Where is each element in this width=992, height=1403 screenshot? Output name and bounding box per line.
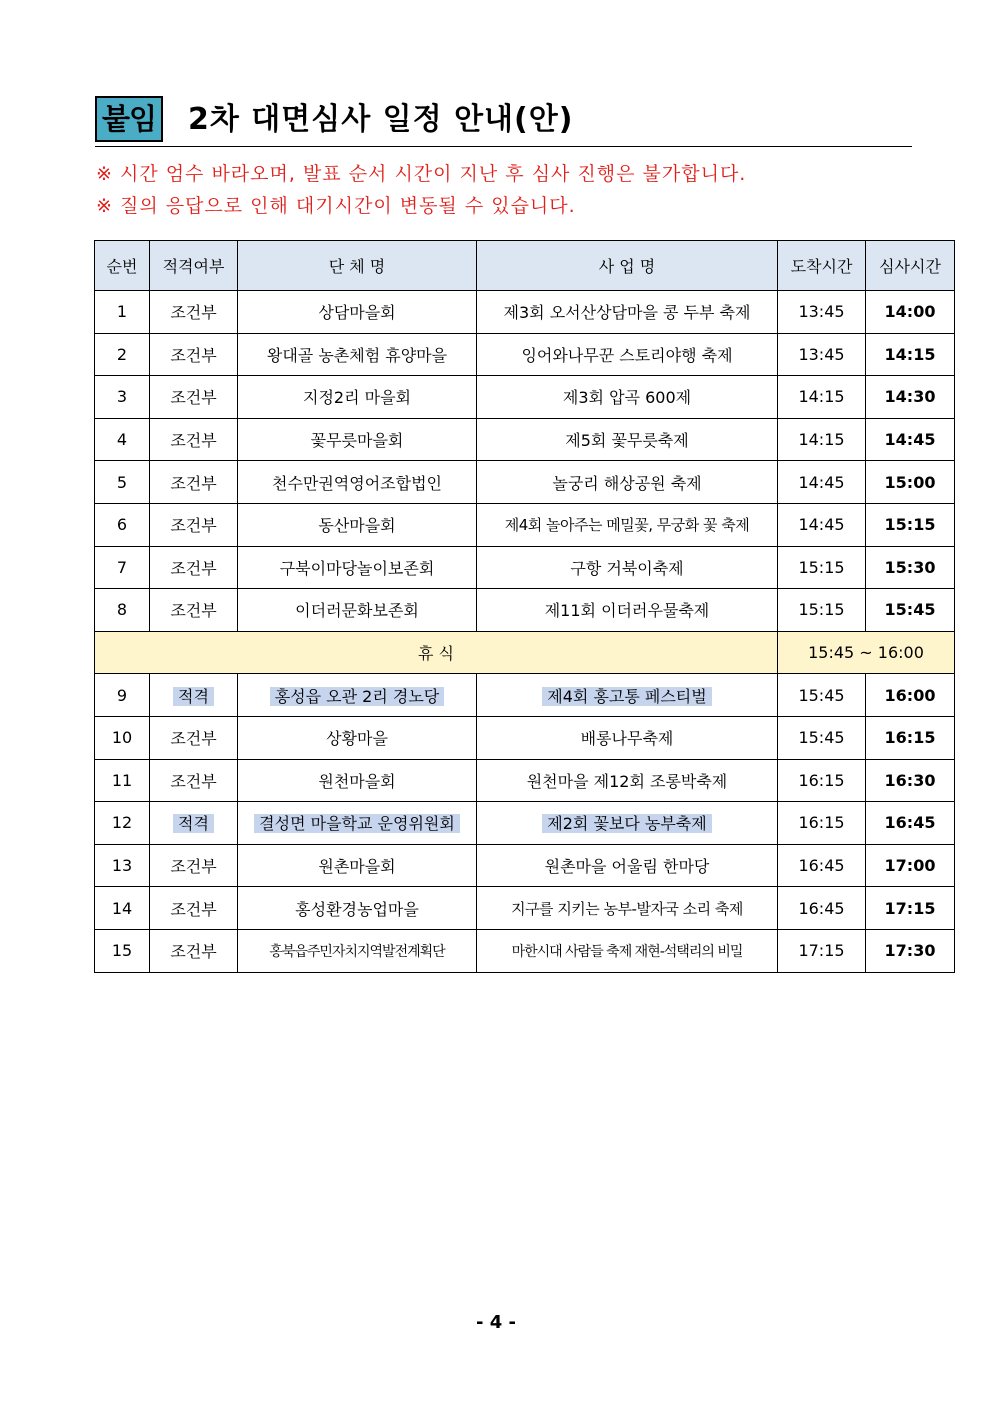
cell-no: 11 <box>95 759 150 802</box>
table-row <box>95 929 955 972</box>
break-row <box>95 631 955 674</box>
cell-arrival-time: 16:45 <box>778 887 866 930</box>
cell-qualification <box>150 802 238 845</box>
cell-arrival-time: 17:15 <box>778 929 866 972</box>
table-row <box>95 887 955 930</box>
cell-review-time: 14:30 <box>866 376 955 419</box>
cell-organization: 천수만권역영어조합법인 <box>238 461 477 504</box>
highlighted-text: 적격 <box>173 814 214 833</box>
cell-qualification: 조건부 <box>150 503 238 546</box>
header-qualification: 적격여부 <box>150 241 238 291</box>
cell-project: 원천마을 제12회 조롱박축제 <box>477 759 778 802</box>
header-project: 사 업 명 <box>477 241 778 291</box>
attachment-badge: 붙임 <box>95 96 163 142</box>
cell-no: 9 <box>95 674 150 717</box>
cell-project: 구항 거북이축제 <box>477 546 778 589</box>
cell-arrival-time: 14:15 <box>778 418 866 461</box>
cell-qualification: 조건부 <box>150 546 238 589</box>
cell-qualification: 조건부 <box>150 291 238 334</box>
cell-no: 13 <box>95 844 150 887</box>
table-row <box>95 802 955 845</box>
cell-review-time: 17:30 <box>866 929 955 972</box>
cell-organization: 왕대골 농촌체험 휴양마을 <box>238 333 477 376</box>
cell-no: 15 <box>95 929 150 972</box>
cell-organization: 상황마을 <box>238 716 477 759</box>
table-row <box>95 546 955 589</box>
cell-organization: 지정2리 마을회 <box>238 376 477 419</box>
cell-no: 5 <box>95 461 150 504</box>
notice-line-2: ※ 질의 응답으로 인해 대기시간이 변동될 수 있습니다. <box>96 195 576 217</box>
cell-review-time: 14:15 <box>866 333 955 376</box>
notice-line-1: ※ 시간 엄수 바라오며, 발표 순서 시간이 지난 후 심사 진행은 불가합니다. <box>96 163 747 185</box>
cell-project: 제11회 이더러우물축제 <box>477 589 778 632</box>
cell-qualification: 조건부 <box>150 887 238 930</box>
cell-qualification: 조건부 <box>150 844 238 887</box>
header-organization: 단 체 명 <box>238 241 477 291</box>
cell-review-time: 16:15 <box>866 716 955 759</box>
cell-arrival-time: 15:15 <box>778 589 866 632</box>
table-row <box>95 589 955 632</box>
header-arrival-time: 도착시간 <box>778 241 866 291</box>
cell-project: 제3회 오서산상담마을 콩 두부 축제 <box>477 291 778 334</box>
cell-arrival-time: 13:45 <box>778 291 866 334</box>
cell-arrival-time: 13:45 <box>778 333 866 376</box>
cell-project <box>477 802 778 845</box>
cell-review-time: 14:45 <box>866 418 955 461</box>
table-row <box>95 418 955 461</box>
cell-organization: 원촌마을회 <box>238 844 477 887</box>
cell-organization: 꽃무릇마을회 <box>238 418 477 461</box>
cell-no: 4 <box>95 418 150 461</box>
cell-organization: 이더러문화보존회 <box>238 589 477 632</box>
cell-qualification: 조건부 <box>150 376 238 419</box>
cell-project: 제4회 놀아주는 메밀꽃, 무궁화 꽃 축제 <box>477 503 778 546</box>
cell-review-time: 17:00 <box>866 844 955 887</box>
cell-review-time: 15:15 <box>866 503 955 546</box>
cell-qualification <box>150 674 238 717</box>
cell-arrival-time: 14:45 <box>778 503 866 546</box>
table-row <box>95 461 955 504</box>
cell-qualification: 조건부 <box>150 759 238 802</box>
cell-review-time: 14:00 <box>866 291 955 334</box>
cell-review-time: 16:00 <box>866 674 955 717</box>
cell-review-time: 17:15 <box>866 887 955 930</box>
break-label: 휴 식 <box>95 631 778 674</box>
cell-review-time: 16:45 <box>866 802 955 845</box>
cell-organization: 동산마을회 <box>238 503 477 546</box>
cell-no: 14 <box>95 887 150 930</box>
highlighted-text: 제4회 홍고통 페스티벌 <box>542 687 711 706</box>
cell-project <box>477 674 778 717</box>
cell-no: 8 <box>95 589 150 632</box>
cell-organization: 상담마을회 <box>238 291 477 334</box>
cell-no: 6 <box>95 503 150 546</box>
cell-arrival-time: 16:15 <box>778 759 866 802</box>
table-row <box>95 376 955 419</box>
cell-no: 2 <box>95 333 150 376</box>
cell-organization: 원천마을회 <box>238 759 477 802</box>
schedule-table <box>94 240 955 973</box>
table-row <box>95 759 955 802</box>
cell-arrival-time: 14:15 <box>778 376 866 419</box>
cell-organization: 구북이마당놀이보존회 <box>238 546 477 589</box>
cell-no: 10 <box>95 716 150 759</box>
cell-project: 제5회 꽃무릇축제 <box>477 418 778 461</box>
cell-qualification: 조건부 <box>150 589 238 632</box>
cell-arrival-time: 16:45 <box>778 844 866 887</box>
cell-arrival-time: 16:15 <box>778 802 866 845</box>
table-row <box>95 716 955 759</box>
table-row <box>95 844 955 887</box>
cell-project: 배롱나무축제 <box>477 716 778 759</box>
document-title: 2차 대면심사 일정 안내(안) <box>188 102 574 137</box>
table-row <box>95 291 955 334</box>
break-time: 15:45 ~ 16:00 <box>778 631 955 674</box>
document-title-bar <box>95 96 912 147</box>
cell-no: 3 <box>95 376 150 419</box>
cell-arrival-time: 14:45 <box>778 461 866 504</box>
table-row <box>95 333 955 376</box>
cell-review-time: 15:30 <box>866 546 955 589</box>
cell-qualification: 조건부 <box>150 333 238 376</box>
cell-review-time: 16:30 <box>866 759 955 802</box>
cell-organization: 홍북읍주민자치지역발전계획단 <box>238 929 477 972</box>
highlighted-text: 홍성읍 오관 2리 경노당 <box>270 687 445 706</box>
highlighted-text: 결성면 마을학교 운영위원회 <box>254 814 460 833</box>
cell-organization <box>238 674 477 717</box>
table-row <box>95 503 955 546</box>
header-review-time: 심사시간 <box>866 241 955 291</box>
cell-no: 7 <box>95 546 150 589</box>
cell-no: 1 <box>95 291 150 334</box>
cell-review-time: 15:00 <box>866 461 955 504</box>
header-no: 순번 <box>95 241 150 291</box>
cell-project: 마한시대 사람들 축제 재현-석택리의 비밀 <box>477 929 778 972</box>
cell-organization: 홍성환경농업마을 <box>238 887 477 930</box>
cell-qualification: 조건부 <box>150 929 238 972</box>
highlighted-text: 적격 <box>173 687 214 706</box>
cell-qualification: 조건부 <box>150 716 238 759</box>
cell-arrival-time: 15:45 <box>778 716 866 759</box>
table-row <box>95 674 955 717</box>
highlighted-text: 제2회 꽃보다 농부축제 <box>542 814 711 833</box>
cell-qualification: 조건부 <box>150 418 238 461</box>
cell-review-time: 15:45 <box>866 589 955 632</box>
table-header-row <box>95 241 955 291</box>
cell-organization <box>238 802 477 845</box>
cell-project: 놀궁리 해상공원 축제 <box>477 461 778 504</box>
cell-project: 원촌마을 어울림 한마당 <box>477 844 778 887</box>
cell-arrival-time: 15:15 <box>778 546 866 589</box>
cell-project: 잉어와나무꾼 스토리야행 축제 <box>477 333 778 376</box>
cell-project: 지구를 지키는 농부-발자국 소리 축제 <box>477 887 778 930</box>
cell-no: 12 <box>95 802 150 845</box>
cell-project: 제3회 압곡 600제 <box>477 376 778 419</box>
page-number: - 4 - <box>476 1312 516 1333</box>
cell-qualification: 조건부 <box>150 461 238 504</box>
cell-arrival-time: 15:45 <box>778 674 866 717</box>
